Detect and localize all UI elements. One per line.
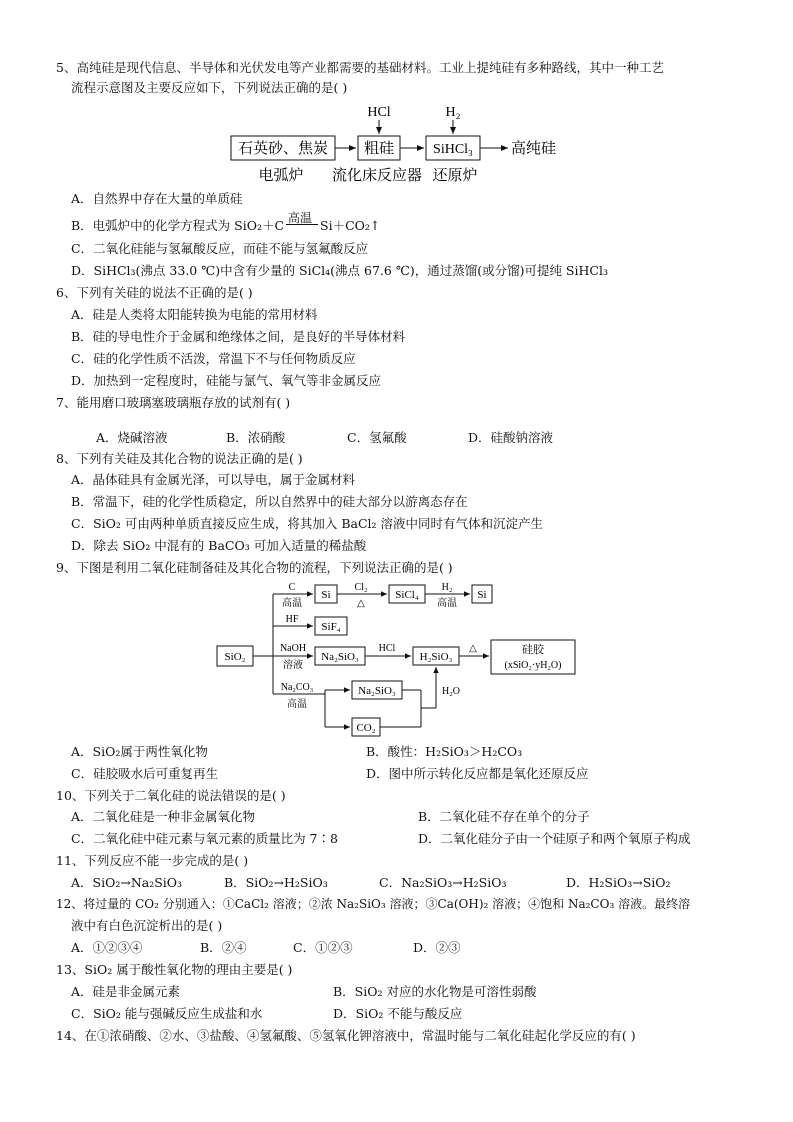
q8-stem: 8、下列有关硅及其化合物的说法正确的是( ) [56,451,303,466]
q9-label-solution: 溶液 [283,660,303,671]
q14-stem: 14、在①浓硝酸、②水、③盐酸、④氢氟酸、⑤氢氧化钾溶液中，常温时能与二氧化硅起化学反应的有( ) [56,1028,636,1043]
q13-stem: 13、SiO₂ 属于酸性氧化物的理由主要是( ) [56,962,293,977]
q6-option-d[interactable]: D．加热到一定程度时，硅能与氯气、氧气等非金属反应 [71,373,382,388]
q12-stem-line1: 12、将过量的 CO₂ 分别通入：①CaCl₂ 溶液；②浓 Na₂SiO₃ 溶液；③Ca(OH)₂ 溶液；④饱和 Na₂CO₃ 溶液。最终溶 [56,897,691,911]
q12-option-a[interactable]: A．①②③④ [71,940,143,955]
q5-option-b-pre: B．电弧炉中的化学方程式为 SiO₂＋C [71,218,285,233]
q7-option-d[interactable]: D．硅酸钠溶液 [468,430,554,445]
q9-box-sio2-text: SiO₂ [224,651,246,663]
q9-label-na2co3: Na₂CO₃ [280,682,314,693]
q5-box-sihcl3-text: SiHCl₃ [433,142,473,157]
q9-option-d[interactable]: D．图中所示转化反应都是氧化还原反应 [366,766,589,781]
q5-stem-line2: 流程示意图及主要反应如下，下列说法正确的是( ) [71,80,348,95]
q8-option-c[interactable]: C．SiO₂ 可由两种单质直接反应生成，将其加入 BaCl₂ 溶液中同时有气体和沉淀产生 [71,516,544,531]
q12-stem-line2: 液中有白色沉淀析出的是( ) [71,918,223,933]
q6-option-c[interactable]: C．硅的化学性质不活泼，常温下不与任何物质反应 [71,351,356,366]
q5-label-fluid: 流化床反应器 [331,168,423,184]
q11-option-a[interactable]: A．SiO₂→Na₂SiO₃ [71,875,183,890]
q11-option-b[interactable]: B．SiO₂→H₂SiO₃ [224,875,328,890]
q9-label-cl2: Cl₂ [354,582,368,593]
q12-option-d[interactable]: D．②③ [413,940,461,955]
q9-stem: 9、下图是利用二氧化硅制备硅及其化合物的流程，下列说法正确的是( ) [56,560,453,575]
q9-box-co2-text: CO₂ [356,722,376,734]
q9-box-si2-text: Si [477,589,487,601]
q5-option-b-post: Si＋CO₂↑ [320,218,381,233]
q9-label-naoh: NaOH [279,643,307,654]
q8-option-b[interactable]: B．常温下，硅的化学性质稳定，所以自然界中的硅大部分以游离态存在 [71,494,468,509]
q9-label-h2: H₂ [441,582,453,593]
q13-option-c[interactable]: C．SiO₂ 能与强碱反应生成盐和水 [71,1006,263,1021]
q10-stem: 10、下列关于二氧化硅的说法错误的是( ) [56,788,286,803]
q7-stem: 7、能用磨口玻璃塞玻璃瓶存放的试剂有( ) [56,395,291,410]
q12-option-b[interactable]: B．②④ [200,940,247,955]
q9-box-gel-name: 硅胶 [522,644,544,656]
q5-stem-line1: 5、高纯硅是现代信息、半导体和光伏发电等产业都需要的基础材料。工业上提纯硅有多种路线，其中一种工艺 [56,60,664,75]
q11-option-d[interactable]: D．H₂SiO₃→SiO₂ [566,875,671,890]
q5-label-reduce: 还原炉 [432,168,478,184]
q9-box-sif4-text: SiF₄ [321,621,341,633]
q12-option-c[interactable]: C．①②③ [293,940,353,955]
q10-option-d[interactable]: D．二氧化硅分子由一个硅原子和两个氧原子构成 [418,831,691,846]
q11-option-c[interactable]: C．Na₂SiO₃→H₂SiO₃ [379,875,507,890]
q5-option-b[interactable] [71,211,381,234]
q5-product: 高纯硅 [511,141,557,157]
q8-option-a[interactable]: A．晶体硅具有金属光泽，可以导电，属于金属材料 [71,472,356,487]
q9-box-h2sio3-text: H₂SiO₃ [419,651,453,663]
q9-label-h2o: H₂O [442,686,460,697]
q9-label-gaowen1: 高温 [282,598,302,609]
q5-box-crude-si-text: 粗硅 [363,141,395,157]
q7-option-b[interactable]: B．浓硝酸 [226,430,286,445]
q9-option-c[interactable]: C．硅胶吸水后可重复再生 [71,766,219,781]
q9-flow-diagram [215,580,595,740]
q11-stem: 11、下列反应不能一步完成的是( ) [56,853,249,868]
q8-option-d[interactable]: D．除去 SiO₂ 中混有的 BaCO₃ 可加入适量的稀盐酸 [71,538,367,553]
q9-label-heat1: △ [357,598,365,609]
q9-label-hcl: HCl [378,643,396,654]
q5-box-raw-text: 石英砂、焦炭 [237,141,329,157]
q9-box-sicl4-text: SiCl₄ [395,589,419,601]
q9-option-a[interactable]: A．SiO₂属于两性氧化物 [71,744,208,759]
q9-option-b[interactable]: B．酸性：H₂SiO₃＞H₂CO₃ [366,744,523,759]
q5-reagent-hcl: HCl [367,105,391,120]
q9-label-hf: HF [285,614,299,625]
q9-label-gaowen3: 高温 [287,699,307,710]
q5-option-a[interactable]: A．自然界中存在大量的单质硅 [71,191,243,206]
q10-option-c[interactable]: C．二氧化硅中硅元素与氧元素的质量比为 7∶8 [71,831,338,846]
q13-option-d[interactable]: D．SiO₂ 不能与酸反应 [333,1006,463,1021]
q9-label-heat2: △ [469,643,477,654]
q9-box-si1-text: Si [321,589,331,601]
q6-option-b[interactable]: B．硅的导电性介于金属和绝缘体之间，是良好的半导体材料 [71,329,406,344]
q10-option-a[interactable]: A．二氧化硅是一种非金属氧化物 [71,809,256,824]
q10-option-b[interactable]: B．二氧化硅不存在单个的分子 [418,809,590,824]
q9-label-c: C [288,582,296,593]
q7-option-c[interactable]: C．氢氟酸 [347,430,407,445]
q5-flow-diagram [225,100,585,190]
q5-reagent-h2: H₂ [445,105,461,120]
q6-stem: 6、下列有关硅的说法不正确的是( ) [56,285,253,300]
q5-label-arc: 电弧炉 [258,168,304,184]
q6-option-a[interactable]: A．硅是人类将太阳能转换为电能的常用材料 [71,307,318,322]
q5-option-b-condition: 高温 [284,218,320,234]
q7-option-a[interactable]: A．烧碱溶液 [96,430,168,445]
q9-box-gel-formula: (xSiO₂·yH₂O) [504,660,562,671]
q5-option-c[interactable]: C．二氧化硅能与氢氟酸反应，而硅不能与氢氟酸反应 [71,241,369,256]
q9-box-na2sio3-2-text: Na₂SiO₃ [358,685,396,697]
q5-option-d[interactable]: D．SiHCl₃(沸点 33.0 ℃)中含有少量的 SiCl₄(沸点 67.6 ℃)，通过蒸馏(或分馏)可提纯 SiHCl₃ [71,263,608,278]
q9-label-gaowen2: 高温 [437,598,457,609]
q13-option-a[interactable]: A．硅是非金属元素 [71,984,181,999]
q13-option-b[interactable]: B．SiO₂ 对应的水化物是可溶性弱酸 [333,984,537,999]
q9-box-na2sio3-1-text: Na₂SiO₃ [321,651,359,663]
